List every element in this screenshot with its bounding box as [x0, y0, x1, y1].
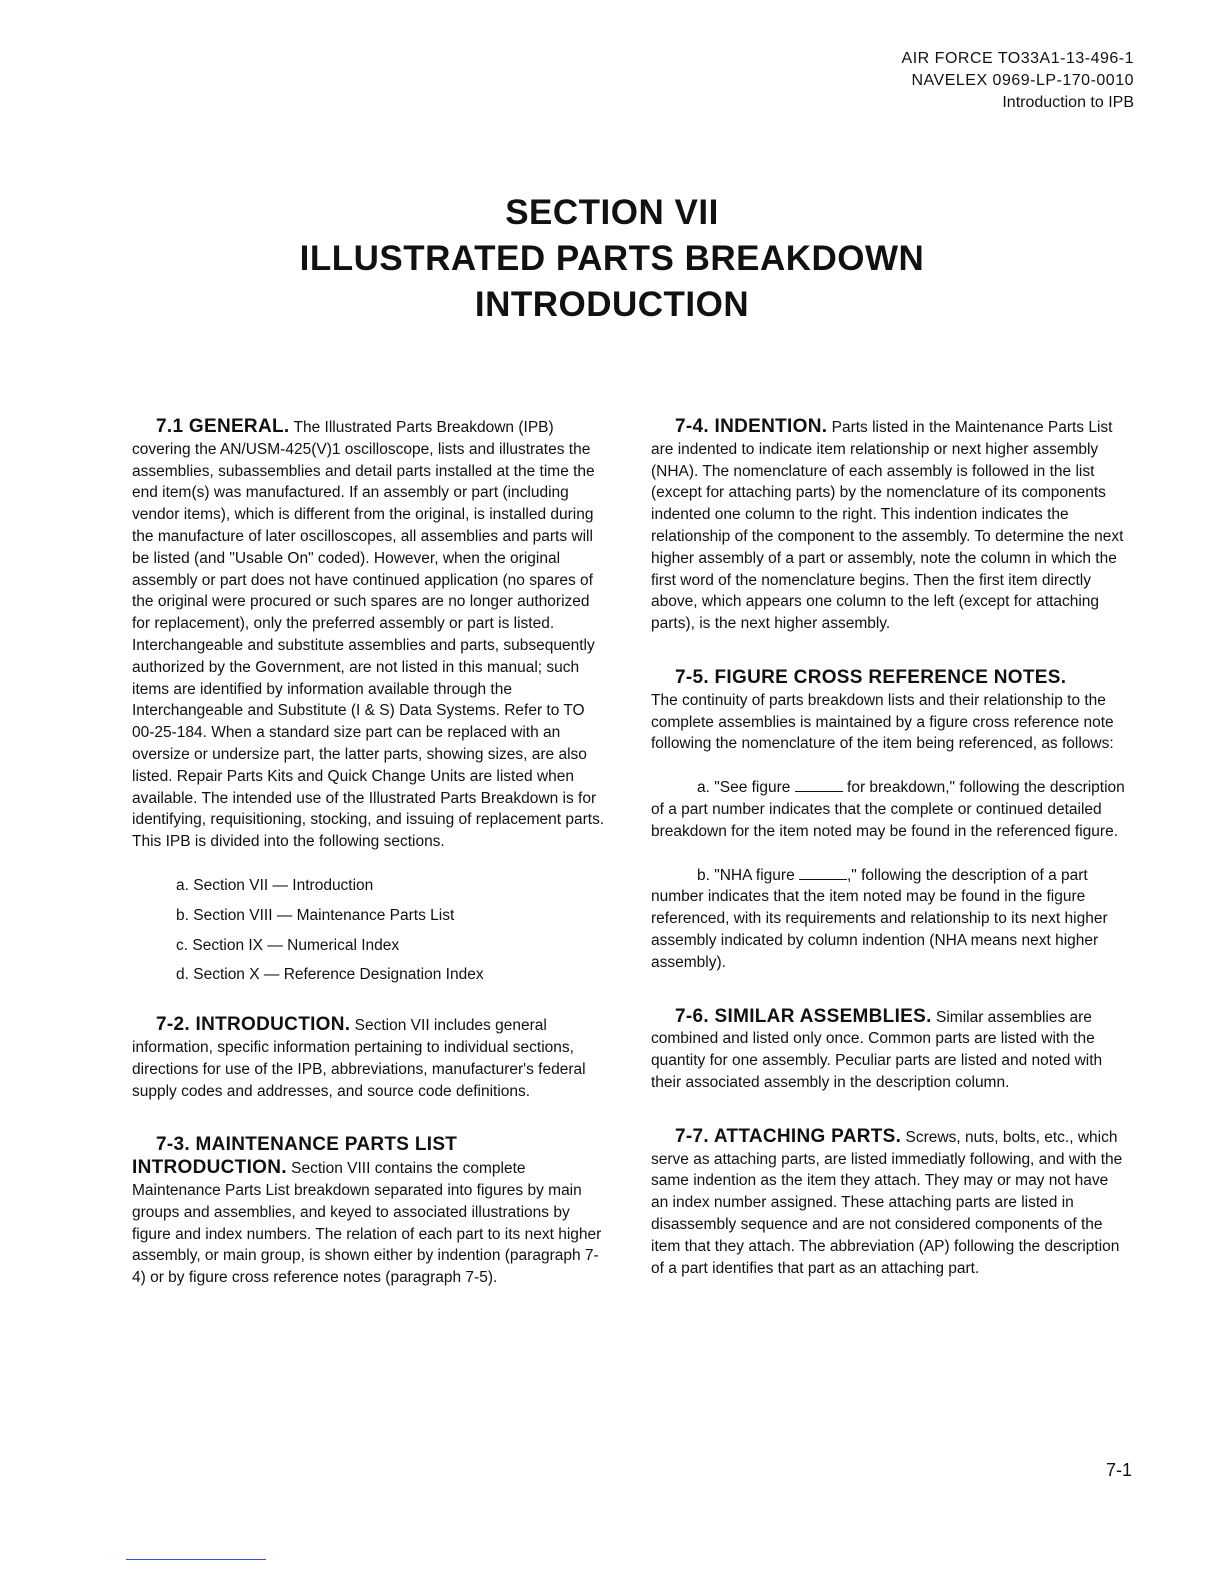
page-title — [0, 190, 1224, 328]
list-item: b. Section VIII — Maintenance Parts List — [176, 906, 455, 924]
footer-rule — [126, 1559, 266, 1560]
paragraph-7-4 — [651, 416, 1129, 635]
heading-7-4: 7-4. INDENTION. — [675, 416, 828, 437]
paragraph-7-3 — [132, 1134, 610, 1289]
paragraph-7-5-b — [651, 865, 1129, 974]
body-7-6: Similar assemblies are combined and listed only once. Common parts are listed with the quantity for one assembly. Peculiar parts are listed and noted with their associated assembly in the description column. — [651, 1008, 1103, 1091]
note-a-body: for breakdown," following the description of a part number indicates that the complete or continued detailed breakdown for the item noted may be found in the referenced figure. — [651, 779, 1125, 840]
document-header — [902, 48, 1134, 114]
left-column — [132, 416, 610, 1321]
list-item: c. Section IX — Numerical Index — [176, 936, 400, 954]
paragraph-7-5-a — [651, 777, 1129, 842]
paragraph-7-7 — [651, 1126, 1129, 1280]
title-sub: INTRODUCTION — [474, 285, 750, 324]
paragraph-7-2 — [132, 1014, 610, 1102]
paragraph-7-1 — [132, 416, 610, 853]
body-7-3: Section VIII contains the complete Maintenance Parts List breakdown separated into figures by main groups and assemblies, and keyed to associated illustrations by figure and index numbers. The relation of each part to its next higher assembly, or main group, is shown either by indention (paragraph 7-4) or by figure cross reference notes (paragraph 7-5). — [132, 1160, 602, 1287]
body-7-4: Parts listed in the Maintenance Parts List are indented to indicate item relationship or next higher assembly (NHA). The nomenclature of each assembly is followed in the list (except for attaching parts) by the nomenclature of its components indented one column to the right. This indention indicates the relationship of the component to the assembly. To determine the next higher assembly of a part or assembly, note the column in which the first word of the nomenclature begins. Then the first item directly above, which appears one column to the left (except for attaching parts), is the next higher assembly. — [651, 419, 1124, 633]
blank-line — [795, 779, 843, 792]
page-number: 7-1 — [1105, 1460, 1132, 1480]
blank-line — [799, 867, 847, 880]
note-a-prefix: a. "See figure — [697, 779, 791, 797]
list-item: d. Section X — Reference Designation Index — [176, 966, 484, 984]
heading-7-3: 7-3. MAINTENANCE PARTS LIST INTRODUCTION. — [132, 1134, 458, 1179]
list-item: a. Section VII — Introduction — [176, 876, 374, 894]
paragraph-7-6 — [651, 1006, 1129, 1094]
paragraph-7-5 — [651, 667, 1129, 755]
body-7-2: Section VII includes general information, specific information pertaining to individual sections, directions for use of the IPB, abbreviations, manufacturer's federal supply codes and addresses, and source code definitions. — [132, 1017, 586, 1100]
header-navelex-number: NAVELEX 0969-LP-170-0010 — [911, 72, 1134, 89]
body-7-7: Screws, nuts, bolts, etc., which serve as attaching parts, are listed immediatly following, and with the same indention as the item they attach. They may or may not have an index number assigned. These attaching parts are listed in disassembly sequence and are not considered components of the item that they attach. The abbreviation (AP) following the description of a part identifies that part as an attaching part. — [651, 1128, 1123, 1277]
sections-list — [176, 875, 610, 986]
title-section: SECTION VII — [505, 193, 719, 232]
header-subtitle: Introduction to IPB — [1002, 94, 1134, 111]
heading-7-2: 7-2. INTRODUCTION. — [156, 1014, 351, 1036]
heading-7-6: 7-6. SIMILAR ASSEMBLIES. — [675, 1005, 932, 1027]
body-7-1: The Illustrated Parts Breakdown (IPB) covering the AN/USM-425(V)1 oscilloscope, lists and illustrates the assemblies, subassemblies and detail parts installed at the time the end item(s) was manufactured. If an assembly or part (including vendor items), which is different from the original, is installed during the manufacture of later oscilloscopes, all assemblies and parts will be listed (and "Usable On" coded). However, when the original assembly or part does not have continued application (no spares of the original were procured or such spares are no longer authorized for replacement), only the preferred assembly or part is listed. Interchangeable and substitute assemblies and parts, subsequently authorized by the Government, are not listed in this manual; such items are identified by information available through the Interchangeable and Substitute (I & S) Data Systems. Refer to TO 00-25-184. When a standard size part can be replaced with an oversize or undersize part, the latter parts, showing sizes, are also listed. Repair Parts Kits and Quick Change Units are listed when available. The intended use of the Illustrated Parts Breakdown is for identifying, requisitioning, stocking, and issuing of replacement parts. This IPB is divided into the following sections. — [132, 419, 605, 851]
heading-7-5: 7-5. FIGURE CROSS REFERENCE NOTES. — [675, 666, 1067, 688]
right-column — [651, 416, 1129, 1311]
note-b-body: ," following the description of a part number indicates that the item noted may be found in the figure referenced, with its requirements and relationship to its next higher assembly indicated by column indention (NHA means next higher assembly). — [651, 866, 1108, 971]
note-b-prefix: b. "NHA figure — [697, 866, 795, 884]
header-af-number: AIR FORCE TO33A1-13-496-1 — [901, 50, 1134, 67]
heading-7-1: 7.1 GENERAL. — [156, 416, 290, 437]
heading-7-7: 7-7. ATTACHING PARTS. — [675, 1125, 902, 1147]
title-main: ILLUSTRATED PARTS BREAKDOWN — [299, 239, 925, 278]
body-7-5: The continuity of parts breakdown lists and their relationship to the complete assemblies is maintained by a figure cross reference note following the nomenclature of the item being referenced, as follows: — [651, 691, 1114, 753]
